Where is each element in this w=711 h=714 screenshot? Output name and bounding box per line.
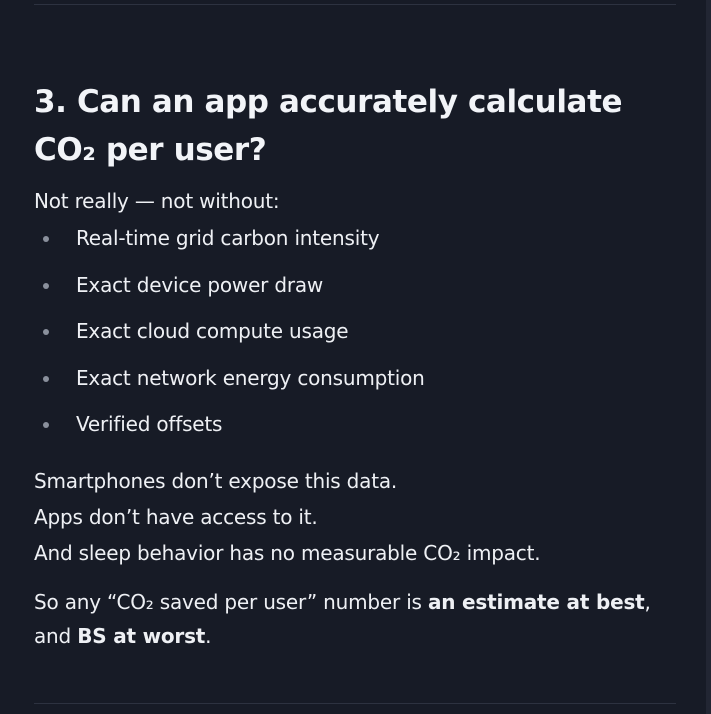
requirements-list xyxy=(34,223,674,456)
paragraph-line: Smartphones don’t expose this data. xyxy=(34,468,398,493)
list-item-text: Exact device power draw xyxy=(76,272,324,297)
scrollbar-track[interactable] xyxy=(706,0,711,714)
intro-text: Not really — not without: xyxy=(34,189,280,213)
bullet-dot-icon xyxy=(43,329,49,335)
conclusion-paragraph xyxy=(34,585,674,653)
conclusion-text: . xyxy=(205,623,212,648)
list-item xyxy=(34,223,674,270)
bullet-dot-icon xyxy=(43,236,49,242)
top-divider xyxy=(34,4,676,5)
bullet-dot-icon xyxy=(43,422,49,428)
bullet-dot-icon xyxy=(43,283,49,289)
conclusion-text: , xyxy=(644,589,651,614)
list-item xyxy=(34,363,674,410)
list-item-text: Exact network energy consumption xyxy=(76,365,425,390)
bottom-divider xyxy=(34,703,676,704)
paragraph-line: Apps don’t have access to it. xyxy=(34,504,318,529)
list-item xyxy=(34,409,674,456)
conclusion-text: and xyxy=(34,623,78,648)
conclusion-emphasis: BS at worst xyxy=(77,623,206,648)
list-item-text: Exact cloud compute usage xyxy=(76,319,349,343)
conclusion-emphasis: an estimate at best xyxy=(427,589,645,614)
section-heading-line2: CO₂ per user? xyxy=(34,132,267,168)
list-item-text: Verified offsets xyxy=(76,412,223,436)
paragraph-line: And sleep behavior has no measurable CO₂ impact. xyxy=(34,540,541,565)
answer-section xyxy=(34,78,674,653)
conclusion-text: So any “CO₂ saved per user” number is xyxy=(34,589,428,614)
list-item-text: Real-time grid carbon intensity xyxy=(76,226,380,250)
section-heading-line1: 3. Can an app accurately calculate xyxy=(34,84,623,120)
list-item xyxy=(34,270,674,317)
section-heading xyxy=(34,78,674,174)
explanation-paragraph xyxy=(34,463,674,571)
list-item xyxy=(34,316,674,363)
bullet-dot-icon xyxy=(43,376,49,382)
